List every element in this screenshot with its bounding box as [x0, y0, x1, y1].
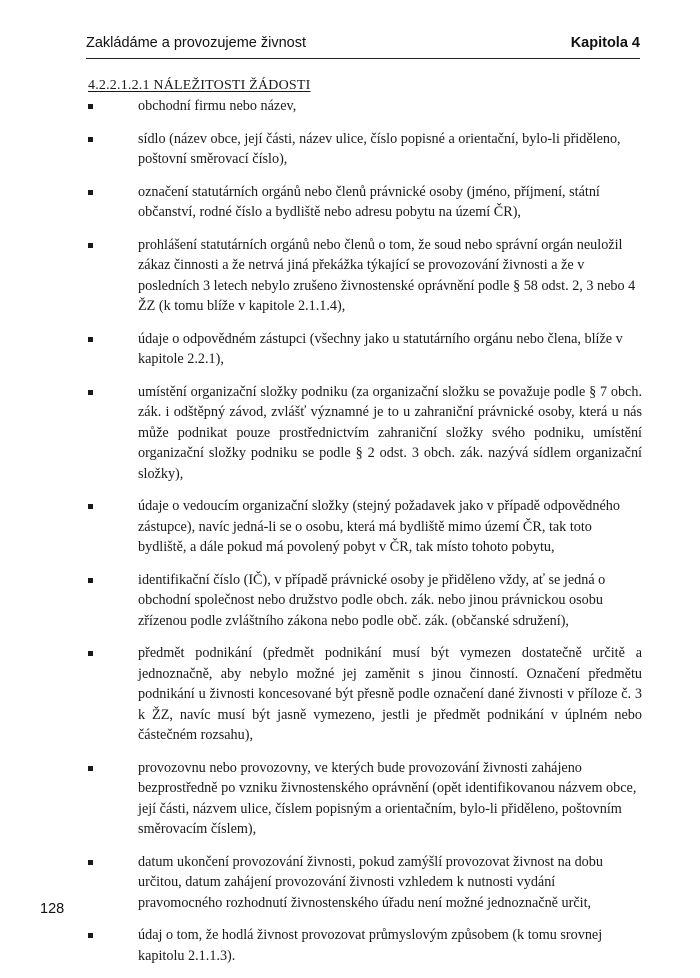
list-item: [86, 643, 642, 746]
list-item-text: označení statutárních orgánů nebo členů právnické osoby (jméno, příjmení, státní občanství, rodné číslo a bydliště nebo adresu pobytu na území ČR),: [138, 183, 600, 220]
list-item-text: sídlo (název obce, její části, název ulice, číslo popisné a orientační, bylo-li přiděleno, poštovní směrovací číslo),: [138, 130, 621, 167]
square-bullet-icon: [88, 766, 93, 771]
square-bullet-icon: [88, 337, 93, 342]
section-heading: 4.2.2.1.2.1 NÁLEŽITOSTI ŽÁDOSTI: [88, 78, 311, 93]
list-item-text: údaje o odpovědném zástupci (všechny jako u statutárního orgánu nebo člena, blíže v kapitole 2.2.1),: [138, 330, 623, 367]
list-item: [86, 382, 642, 485]
square-bullet-icon: [88, 104, 93, 109]
list-item-text: předmět podnikání (předmět podnikání musí být vymezen dostatečně určitě a jednoznačně, aby nebylo možné jej zaměnit s jinou činností. Označení předmětu podnikání u živnosti koncesované být přesně podle označení dané živnosti v příloze č. 3 k ŽZ, navíc musí být jasně vymezeno, jestli je předmět podnikání v úplném nebo částečném rozsahu),: [138, 645, 642, 743]
page-number: 128: [40, 901, 65, 917]
list-item: [86, 758, 642, 840]
list-item: [86, 182, 642, 223]
list-item-text: prohlášení statutárních orgánů nebo členů o tom, že soud nebo správní orgán neuložil zákaz činnosti a že netrvá jiná překážka týkající se provozování živnosti a že v posledních 3 letech nebylo zrušeno živnostenské oprávnění podle § 58 odst. 2, 3 nebo 4 ŽZ (k tomu blíže v kapitole 2.1.1.4),: [138, 236, 636, 314]
square-bullet-icon: [88, 390, 93, 395]
list-item-text: obchodní firmu nebo název,: [138, 98, 297, 114]
list-item: [86, 496, 642, 558]
list-item: [86, 329, 642, 370]
list-item-text: umístění organizační složky podniku (za organizační složku se považuje podle § 7 obch. zák. i odštěpný závod, zvlášť významné je to u zahraniční právnické osoby, která u nás může podnikat pouze prostřednictvím zahraniční složky svého podniku, umístění organizační složky podniku se podle § 2 odst. 3 obch. zák. nazývá sídlem organizační složky),: [138, 383, 642, 482]
list-item-text: údaje o vedoucím organizační složky (stejný požadavek jako v případě odpovědného zástupce), navíc jedná-li se o osobu, která má bydliště mimo území ČR, tak toto bydliště, a dále pokud má povolený pobyt v ČR, tak místo tohoto pobytu,: [138, 498, 620, 555]
list-item-text: provozovnu nebo provozovny, ve kterých bude provozování živnosti zahájeno bezprostředně po vzniku živnostenského oprávnění (opět identifikovanou názvem obce, její části, názvem ulice, číslem popisným a orientačním, bylo-li přiděleno, poštovním směrovacím číslem),: [138, 759, 637, 837]
requirements-list: [86, 96, 642, 978]
list-item: [86, 852, 642, 914]
square-bullet-icon: [88, 578, 93, 583]
header-chapter-label: Kapitola 4: [570, 35, 640, 51]
square-bullet-icon: [88, 651, 93, 656]
square-bullet-icon: [88, 137, 93, 142]
square-bullet-icon: [88, 504, 93, 509]
list-item-text: identifikační číslo (IČ), v případě právnické osoby je přiděleno vždy, ať se jedná o obchodní společnost nebo družstvo podle obch. zák. nebo jinou právnickou osobu zřízenou podle zvláštního zákona nebo podle obč. zák. (občanské sdružení),: [138, 571, 606, 629]
list-item: [86, 129, 642, 170]
list-item-text: datum ukončení provozování živnosti, pokud zamýšlí provozovat živnost na dobu určitou, datum zahájení provozování živnosti vzhledem k nutnosti vydání pravomocného rozhodnutí živnostenského úřadu není možné jednoznačně určit,: [138, 853, 603, 911]
square-bullet-icon: [88, 933, 93, 938]
header-book-title: Zakládáme a provozujeme živnost: [86, 35, 307, 51]
list-item: [86, 570, 642, 632]
list-item: [86, 925, 642, 966]
list-item: [86, 235, 642, 317]
square-bullet-icon: [88, 243, 93, 248]
square-bullet-icon: [88, 860, 93, 865]
running-header: [86, 28, 640, 59]
square-bullet-icon: [88, 190, 93, 195]
list-item-text: údaj o tom, že hodlá živnost provozovat průmyslovým způsobem (k tomu srovnej kapitolu 2.1.1.3).: [138, 927, 603, 964]
list-item: [86, 96, 642, 117]
